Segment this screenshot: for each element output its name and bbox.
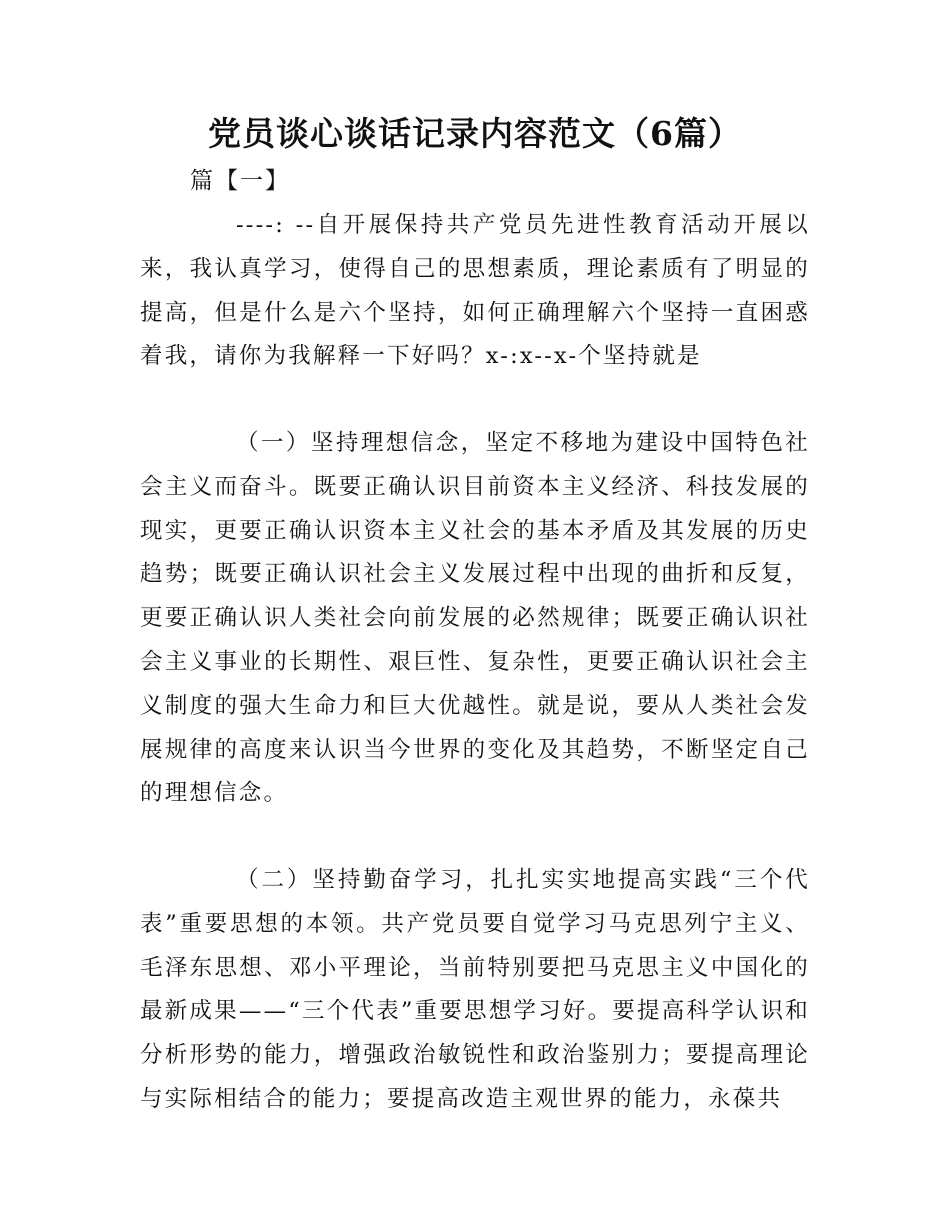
- paragraph-point-one: （一）坚持理想信念，坚定不移地为建设中国特色社会主义而奋斗。既要正确认识目前资本主义经济、科技发展的现实，更要正确认识资本主义社会的基本矛盾及其发展的历史趋势；既要正确认识社会主义发展过程中出现的曲折和反复，更要正确认识人类社会向前发展的必然规律；既要正确认识社会主义事业的长期性、艰巨性、复杂性，更要正确认识社会主义制度的强大生命力和巨大优越性。就是说，要从人类社会发展规律的高度来认识当今世界的变化及其趋势，不断坚定自己的理想信念。: [140, 430, 810, 807]
- paragraph-intro: --‑-: --自开展保持共产党员先进性教育活动开展以来，我认真学习，使得自己的思想素质，理论素质有了明显的提高，但是什么是六个坚持，如何正确理解六个坚持一直困惑着我，请你为我解释一下好吗？x-:x-‑x-个坚持就是: [140, 212, 810, 370]
- paragraph-point-two: （二）坚持勤奋学习，扎扎实实地提高实践“三个代表”重要思想的本领。共产党员要自觉学习马克思列宁主义、毛泽东思想、邓小平理论，当前特别要把马克思主义中国化的最新成果——“三个代表”重要思想学习好。要提高科学认识和分析形势的能力，增强政治敏锐性和政治鉴别力；要提高理论与实际相结合的能力；要提高改造主观世界的能力，永葆共: [140, 867, 810, 1112]
- section-label: 篇【一】: [190, 168, 290, 194]
- document-title: 党员谈心谈话记录内容范文（6篇）: [208, 114, 742, 153]
